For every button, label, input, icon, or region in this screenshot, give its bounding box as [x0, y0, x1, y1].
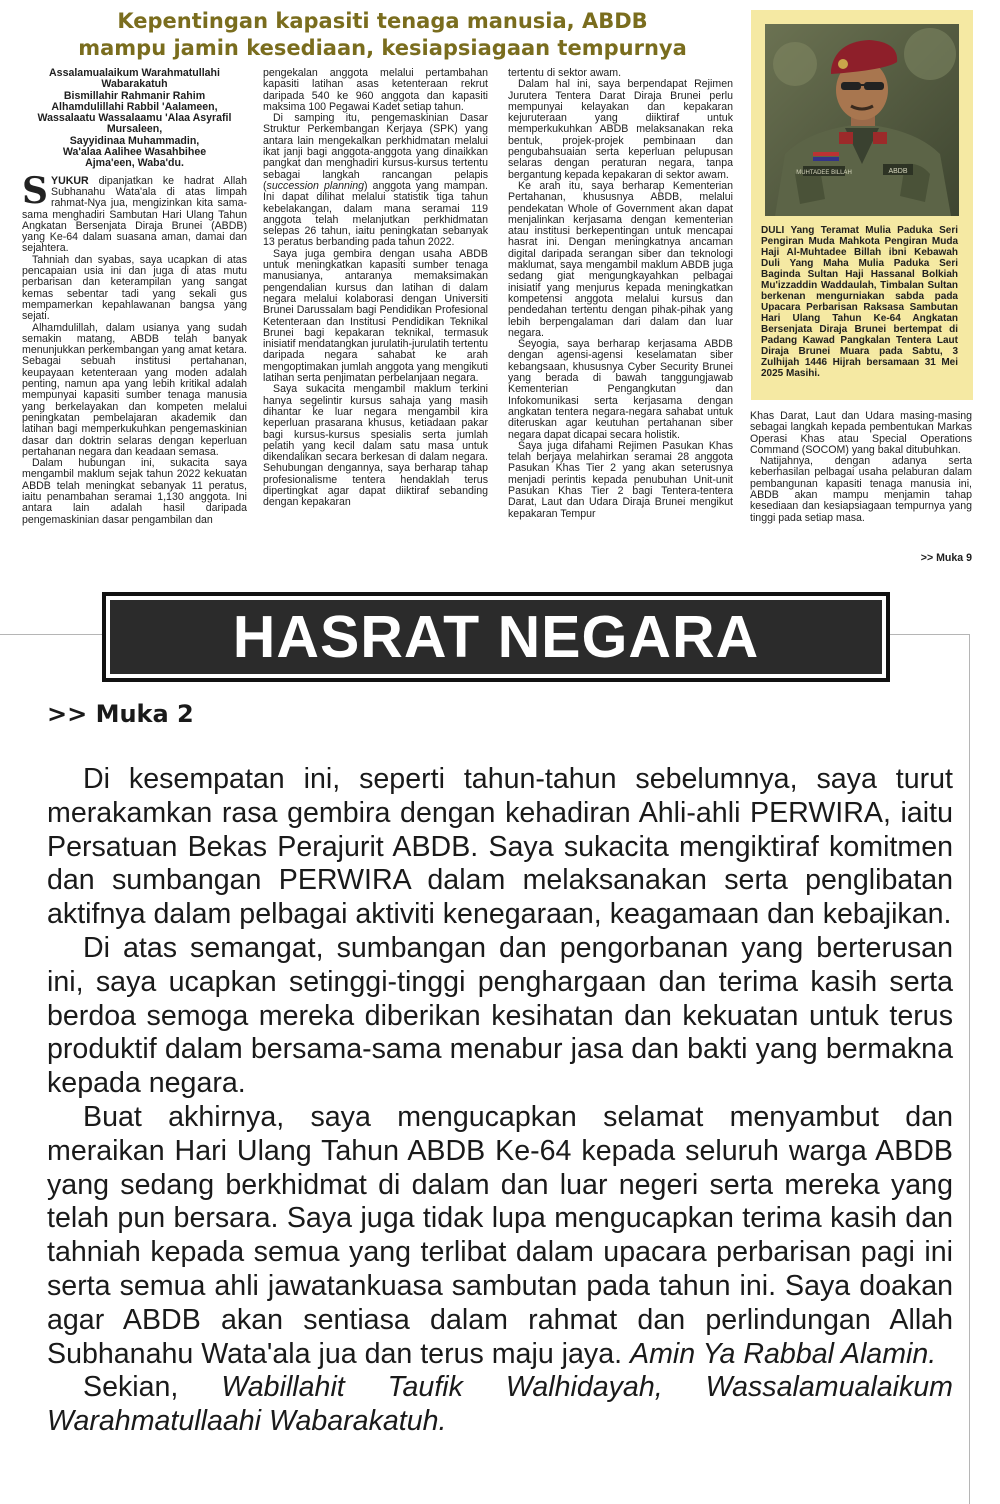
article-column-3 — [508, 68, 733, 520]
paragraph: Dalam hubungan ini, sukacita saya mengambil maklum sejak tahun 2022 kekuatan ABDB telah meningkat sebanyak 11 peratus, iaitu penambahan seramai 1,130 anggota. Ini antara lain adalah hasil daripada pengemaskinian dasar pengambilan dan — [22, 457, 247, 526]
paragraph: Di kesempatan ini, seperti tahun-tahun sebelumnya, saya turut merakamkan rasa gembira dengan kehadiran Ahli-ahli PERWIRA, iaitu Persatuan Bekas Perajurit ABDB. Saya sukacita mengiktiraf komitmen dan sumbangan PERWIRA dalam melaksanakan serta penglibatan aktifnya dalam pelbagai aktiviti kenegaraan, keagamaan dan kebajikan. — [47, 763, 953, 931]
continued-page-link[interactable]: >> Muka 9 — [920, 552, 972, 564]
salutation-line: Wassalaatu Wassalaamu 'Alaa Asyrafil — [37, 112, 232, 125]
paragraph-text: ) anggota yang mampan. Ini dapat dilihat melalui statistik tiga tahun kebelakangan, dalam mana seramai 119 anggota telah melanjutkan perkhidmatan selepas 26 tahun, iaitu peningkatan sebanyak 13 peratus berbanding pada tahun 2022. — [263, 179, 488, 249]
paragraph-text: Buat akhirnya, saya mengucapkan selamat menyambut dan meraikan Hari Ulang Tahun ABDB Ke-64 kepada seluruh warga ABDB yang sedang berkhidmat di dalam dan luar negeri serta mereka yang telah pun bersara. Saya juga tidak lupa mengucapkan terima kasih dan tahniah kepada semua yang terlibat dalam upacara perbarisan pagi ini serta semua ahli jawatankuasa sambutan pada tahun ini. Saya doakan agar ABDB akan sentiasa dalam rahmat dan perlindungan Allah Subhanahu Wata'ala jua dan terus maju jaya. — [47, 1100, 953, 1370]
portrait-illustration — [765, 24, 959, 216]
paragraph — [263, 113, 488, 249]
salutation-line: Mursaleen, — [106, 123, 163, 136]
salutation-line: Ajma'een, Waba'du. — [85, 157, 184, 170]
banner-title: HASRAT NEGARA — [110, 600, 882, 674]
paragraph-text: Sekian, — [83, 1371, 179, 1404]
photo-caption: DULI Yang Teramat Mulia Paduka Seri Pengiran Muda Mahkota Pengiran Muda Haji Al-Muhtadee Billah ibni Kebawah Duli Yang Maha Mulia Paduka Seri Baginda Sultan Haji Hassanal Bolkiah Mu'izzaddin Waddaulah, Timbalan Sultan berkenan mengurniakan sabda pada Upacara Perbarisan Raksasa Sambutan Hari Ulang Tahun Ke-64 Angkatan Bersenjata Diraja Brunei bertempat di Padang Kawad Pangkalan Tentera Laut Diraja Brunei Muara pada Sabtu, 3 Zulhijah 1446 Hijrah bersamaan 31 Mei 2025 Masihi. — [761, 225, 958, 379]
paragraph: Saya juga difahami Rejimen Pasukan Khas telah berjaya melahirkan seramai 28 anggota Pasukan Khas Tier 2 yang akan seterusnya menjadi perintis kepada penubuhan Unit-unit Pasukan Khas Tier 2 bagi Tentera-tentera Darat, Laut dan Udara Diraja Brunei mengikut kepakaran Tempur — [508, 439, 733, 520]
italic-closing: Wabillahit Taufik Walhidayah, Wassalamualaikum Warahmatullaahi Wabarakatuh. — [47, 1371, 953, 1438]
article-headline — [20, 8, 745, 62]
salutation-line: Alhamdulillahi Rabbil 'Aalameen, — [51, 100, 218, 113]
salutation-line: Assalamualaikum Warahmatullahi — [49, 67, 220, 79]
salutation-line: Sayyidinaa Muhammadin, — [69, 134, 200, 147]
paragraph: Dalam hal ini, saya berpendapat Rejimen Jurutera Tentera Darat Diraja Brunei perlu mempunyai kelayakan dan kepakaran kejuruteraan yang diiktiraf untuk memperkukuhkan ABDB melaksanakan reka bentuk, projek-projek pembinaan dan pengubahsuaian serta keperluan pelupusan selaras dengan peraturan negara, tanpa bergantung kepada kepakaran di sektor awam. — [508, 78, 733, 181]
headline-line-1: Kepentingan kapasiti tenaga manusia, ABDB — [117, 9, 648, 33]
paragraph: Alhamdulillah, dalam usianya yang sudah semakin matang, ABDB telah banyak menunjukkan perkembangan yang amat ketara. Sebagai sebuah institusi pertahanan, keupayaan ketenteraan yang moden adalah penting, namun apa yang lebih kritikal adalah mempunyai kapasiti sumber tenaga manusia yang berkelayakan dan kompeten melalui peningkatan pembelajaran akademik dan latihan bagi memperkukuhkan pengemaskinian dasar dan doktrin selaras dengan keperluan pertahanan negara dan keadaan semasa. — [22, 321, 247, 458]
article-column-4 — [750, 411, 972, 524]
headline-line-2: mampu jamin kesediaan, kesiapsiagaan tempurnya — [78, 36, 687, 60]
salutation-line: Bismillahir Rahmanir Rahim — [63, 89, 206, 102]
continued-from-label: >> Muka 2 — [47, 700, 194, 728]
portrait-photo — [765, 24, 959, 216]
paragraph: Ke arah itu, saya berharap Kementerian Pertahanan, khususnya ABDB, melalui pendekatan Whole of Government akan dapat menjalinkan kerjasama dengan kementerian atau institusi berkepentingan untuk mencapai hasrat ini. Dengan meningkatnya ancaman digital daripada serangan siber dan teknologi maklumat, saya mengambil maklum ABDB juga sedang giat mengungkayahkan pelbagai inisiatif yang menjurus kepada meningkatkan kompetensi anggota melalui kursus dan pendedahan tertentu dengan pihak-pihak yang lebih berpengalaman dari dalam dan luar negara. — [508, 179, 733, 339]
paragraph-text: dipanjatkan ke hadrat Allah Subhanahu Wata'ala di atas limpah rahmat-Nya jua, mengizinkan kita sama-sama menghadiri Sambutan Hari Ulang Tahun Angkatan Bersenjata Diraja Brunei (ABDB) yang Ke-64 dalam suasana aman, damai dan sejahtera. — [22, 174, 247, 255]
section-body — [47, 763, 953, 1439]
paragraph: Natijahnya, dengan adanya serta keberhasilan pelbagai usaha pelaburan dalam pembangunan kapasiti tenaga manusia ini, ABDB akan mampu menjamin tahap kesediaan dan kesiapsiagaan tempurnya yang tinggi pada setiap masa. — [750, 455, 972, 524]
italic-closing: Amin Ya Rabbal Alamin. — [630, 1337, 937, 1370]
paragraph: tertentu di sektor awam. — [508, 67, 622, 79]
paragraph: Saya sukacita mengambil maklum terkini hanya segelintir kursus sahaja yang masih dihantar ke luar negara mengambil kira keperluan prasarana khusus, ketiadaan pakar bagi kursus-kursus spesialis serta jumlah pelatih yang kecil dalam satu masa untuk dikendalikan secara berkesan di dalam negara. Sehubungan dengannya, saya berharap tahap profesionalisme tentera hendaklah terus dipertingkat agar dapat diiktiraf sebanding dengan kepakaran — [263, 383, 488, 509]
salutation-line: Wa'alaa Aalihee Wasahbihee — [62, 146, 207, 159]
paragraph: Saya juga gembira dengan usaha ABDB untuk meningkatkan kapasiti sumber tenaga manusianya, antaranya memaksimakan pengendalian kursus dan latihan di dalam negara melalui kolaborasi dengan Universiti Brunei Darussalam bagi Pendidikan Profesional Ketenteraan dan Institusi Pendidikan Teknikal Brunei bagi kepakaran teknikal, termasuk inisiatif mendatangkan jurulatih-jurulatih tertentu daripada negara sahabat ke arah mengoptimakan jumlah anggota yang mengikuti latihan serta penjimatan perbelanjaan negara. — [263, 247, 488, 385]
paragraph: Khas Darat, Laut dan Udara masing-masing sebagai langkah kepada pembentukan Markas Operasi Khas atau Special Operations Command (SOCOM) yang bakal ditubuhkan. — [750, 410, 972, 456]
lead-word: YUKUR — [51, 174, 89, 187]
section-banner — [102, 592, 890, 682]
opening-paragraph — [22, 169, 247, 255]
drop-cap: S — [22, 169, 48, 212]
italic-term: succession planning — [266, 179, 365, 192]
salutation — [22, 68, 247, 170]
paragraph — [47, 1101, 953, 1371]
salutation-line: Wabarakatuh — [101, 78, 168, 91]
paragraph: Tahniah dan syabas, saya ucapkan di atas pencapaian usia ini dan juga di atas mutu perbarisan dan keterampilan yang sangat kemas sebentar tadi yang sekali gus mempamerkan kepahlawanan bangsa yang sejati. — [22, 253, 247, 323]
paragraph: Seyogia, saya berharap kerjasama ABDB dengan agensi-agensi keselamatan siber kebangsaan, khususnya Cyber Security Brunei yang berada di bawah tanggungjawab Kementerian Pengangkutan dan Infokomunikasi serta kerjasama dengan angkatan tentera negara-negara sahabat untuk diteruskan agar keutuhan pertahanan siber negara dapat dicapai secara holistik. — [508, 338, 733, 441]
paragraph-text: Di samping itu, pengemaskinian Dasar Struktur Perkembangan Kerjaya (SPK) yang antara lain mengekalkan perkhidmatan melalui ikat janji bagi anggota-anggota yang dinaikkan pangkat dan menghadiri kursus-kursus tertentu sebagai langkah rancangan pelapis ( — [263, 112, 488, 192]
paragraph: Di atas semangat, sumbangan dan pengorbanan yang berterusan ini, saya ucapkan setinggi-tinggi penghargaan dan terima kasih serta berdoa semoga mereka diberikan kesihatan dan kekuatan untuk terus produktif dalam bersama-sama menabur jasa dan bakti yang bermakna kepada negara. — [47, 931, 953, 1100]
rank-tag-text: ABDB — [888, 168, 908, 175]
article-column-2 — [263, 68, 488, 509]
paragraph: pengekalan anggota melalui pertambahan kapasiti latihan asas ketenteraan rekrut daripada 540 ke 960 anggota dan kapasiti maksima 100 Pegawai Kadet setiap tahun. — [263, 67, 488, 113]
name-tag-text: MUHTADEE BILLAH — [796, 170, 852, 176]
article-column-1 — [22, 68, 247, 526]
paragraph — [47, 1371, 953, 1439]
